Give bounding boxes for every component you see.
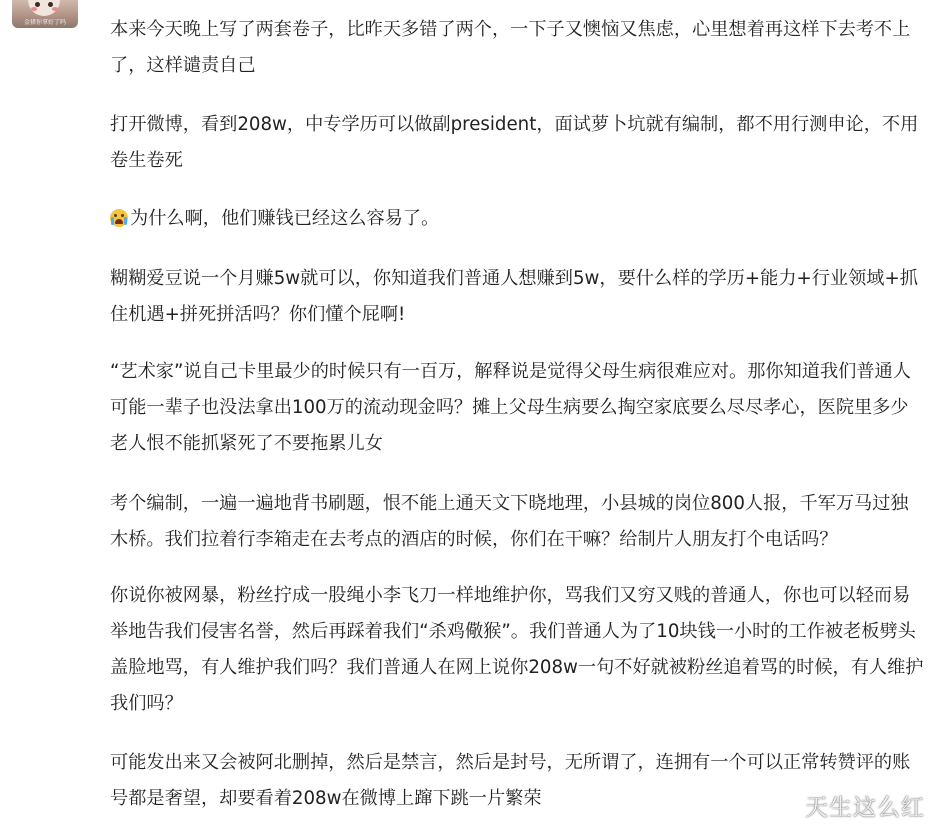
paragraph-3-text: 为什么啊，他们赚钱已经这么容易了。: [130, 208, 440, 229]
paragraph-4: 糊糊爱豆说一个月赚5w就可以，你知道我们普通人想赚到5w，要什么样的学历+能力+行业领域+抓住机遇+拼死拼活吗？你们懂个屁啊!: [110, 268, 918, 325]
crying-face-icon: [110, 209, 128, 227]
avatar-eye-right: [48, 2, 53, 7]
paragraph-7: 你说你被网暴，粉丝拧成一股绳小李飞刀一样地维护你，骂我们又穷又贱的普通人，你也可以轻而易举地告我们侵害名誉，然后再踩着我们“杀鸡儆猴”。我们普通人为了10块钱一小时的工作被老板劈头盖脸地骂，有人维护我们吗？我们普通人在网上说你208w一句不好就被粉丝追着骂的时候，有人维护我们吗？: [110, 585, 924, 714]
paragraph-5: “艺术家”说自己卡里最少的时候只有一百万，解释说是觉得父母生病很难应对。那你知道我们普通人可能一辈子也没法拿出100万的流动现金吗？摊上父母生病要么掏空家底要么尽尽孝心，医院里多少老人恨不能抓紧死了不要拖累儿女: [110, 361, 911, 454]
avatar-eye-left: [35, 2, 40, 7]
paragraph-2: 打开微博，看到208w，中专学历可以做副president，面试萝卜坑就有编制，都不用行测申论，不用卷生卷死: [110, 114, 919, 171]
paragraph-3: [110, 201, 439, 237]
watermark: 天生这么红: [805, 795, 925, 821]
paragraph-8: 可能发出来又会被阿北删掉，然后是禁言，然后是封号，无所谓了，连拥有一个可以正常转赞评的账号都是奢望，却要看着208w在微博上蹿下跳一片繁荣: [110, 752, 911, 809]
paragraph-6: 考个编制，一遍一遍地背书刷题，恨不能上通天文下晓地理，小县城的岗位800人报，千军万马过独木桥。我们拉着行李箱走在去考点的酒店的时候，你们在干嘛？给制片人朋友打个电话吗？: [110, 493, 909, 550]
avatar-cheek-left: [31, 7, 37, 11]
avatar[interactable]: [12, 0, 78, 28]
avatar-cheek-right: [52, 7, 58, 11]
paragraph-1: 本来今天晚上写了两套卷子，比昨天多错了两个，一下子又懊恼又焦虑，心里想着再这样下去考不上了，这样谴责自己: [110, 19, 911, 76]
avatar-caption: 金猪你拿好了吗: [23, 19, 66, 26]
